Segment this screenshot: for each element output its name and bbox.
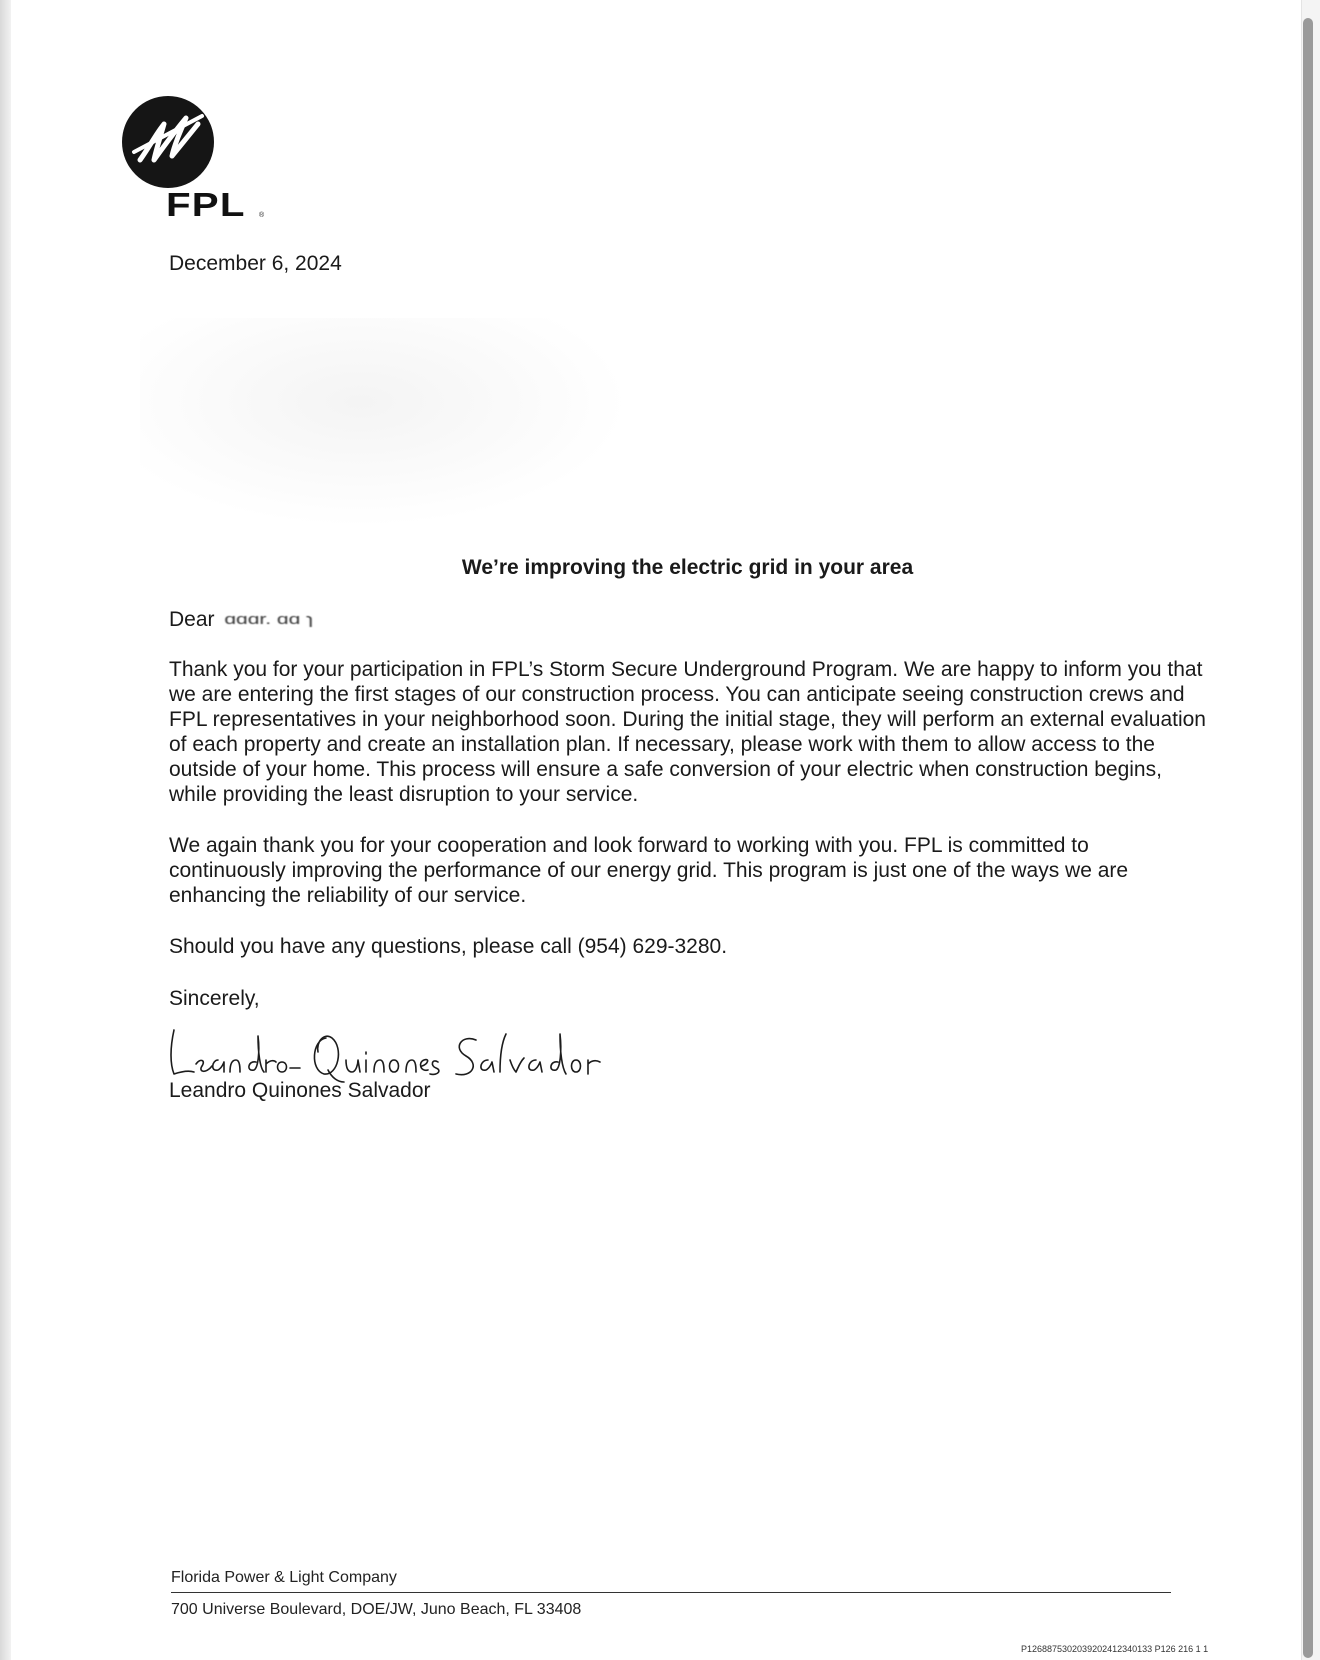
logo-wordmark: FPL <box>166 186 246 223</box>
body-paragraph-3: Should you have any questions, please call (954) 629-3280. <box>169 935 728 958</box>
page-edge <box>0 0 11 1660</box>
scrollbar-thumb[interactable] <box>1303 18 1313 1658</box>
letter-headline: We’re improving the electric grid in your area <box>461 556 914 579</box>
footer-divider <box>171 1592 1171 1593</box>
salutation <box>169 608 313 632</box>
logo-registered-mark: ® <box>259 212 265 219</box>
body-paragraph-2: We again thank you for your cooperation and look forward to working with you. FPL is committed to continuously improving the performance of our energy grid. This program is just one of the ways we are enhancing the reliability of our service. <box>169 834 1129 907</box>
body-paragraph-1: Thank you for your participation in FPL’s Storm Secure Underground Program. We are happy to inform you that we are entering the first stages of our construction process. You can anticipate seeing construction crews and FPL representatives in your neighborhood soon. During the initial stage, they will perform an external evaluation of each property and create an installation plan. If necessary, please work with them to allow access to the outside of your home. This process will ensure a safe conversion of your electric when construction begins, while providing the least disruption to your service. <box>169 658 1206 806</box>
salutation-prefix: Dear <box>169 608 215 631</box>
salutation-name-redacted: ɑɑɑr. ɑɑ ɿ <box>224 611 314 628</box>
closing: Sincerely, <box>169 987 260 1010</box>
letter-date: December 6, 2024 <box>169 252 342 275</box>
signer-name: Leandro Quinones Salvador <box>169 1079 431 1102</box>
footer-address: 700 Universe Boulevard, DOE/JW, Juno Beach, FL 33408 <box>171 1601 582 1618</box>
mail-barcode-text: P126887530203920241234013​3 P126 216 1 1 <box>1021 1644 1209 1654</box>
redacted-address-block <box>140 318 630 528</box>
footer-company-name: Florida Power & Light Company <box>171 1569 397 1586</box>
fpl-logo-icon <box>120 94 216 190</box>
